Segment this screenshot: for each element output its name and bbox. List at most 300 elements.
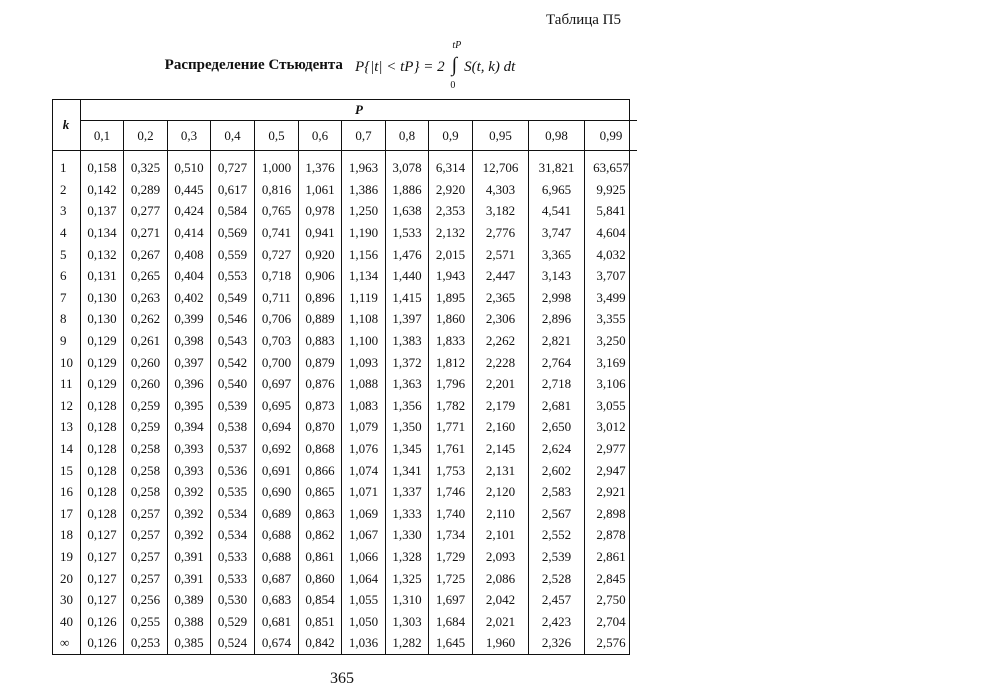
t-value-cell: 0,126 [81,632,124,654]
t-value-cell: 2,042 [473,589,529,611]
t-value-cell: 1,440 [386,265,429,287]
t-value-cell: 3,055 [585,395,638,417]
t-value-cell: 0,130 [81,287,124,309]
t-value-cell: 0,681 [255,610,299,632]
t-value-cell: 0,127 [81,546,124,568]
p-value-header: 0,5 [255,121,299,151]
t-value-cell: 0,391 [168,567,211,589]
t-value-cell: 0,539 [211,395,255,417]
t-value-cell: 3,355 [585,308,638,330]
k-value: 10 [52,351,81,373]
t-value-cell: 3,182 [473,200,529,222]
t-value-cell: 0,261 [124,330,168,352]
t-value-cell: 1,356 [386,395,429,417]
t-value-cell: 2,093 [473,546,529,568]
table-row [52,179,637,201]
t-value-cell: 1,055 [342,589,386,611]
t-value-cell: 0,399 [168,308,211,330]
t-value-cell: 2,160 [473,416,529,438]
t-value-cell: 0,132 [81,243,124,265]
t-value-cell: 0,130 [81,308,124,330]
t-value-cell: 2,228 [473,351,529,373]
k-value: 13 [52,416,81,438]
t-value-cell: 0,389 [168,589,211,611]
t-value-cell: 0,718 [255,265,299,287]
t-value-cell: 1,067 [342,524,386,546]
t-value-cell: 2,977 [585,438,638,460]
t-value-cell: 2,179 [473,395,529,417]
t-value-cell: 1,100 [342,330,386,352]
t-value-cell: 2,110 [473,503,529,525]
table-row [52,287,637,309]
t-value-cell: 0,127 [81,524,124,546]
t-value-cell: 0,537 [211,438,255,460]
t-value-cell: 0,535 [211,481,255,503]
t-value-cell: 0,691 [255,459,299,481]
t-value-cell: 1,350 [386,416,429,438]
t-value-cell: 0,265 [124,265,168,287]
table-row [52,416,637,438]
t-value-cell: 1,638 [386,200,429,222]
t-value-cell: 0,396 [168,373,211,395]
t-value-cell: 1,337 [386,481,429,503]
t-value-cell: 0,510 [168,151,211,179]
t-value-cell: 2,718 [529,373,585,395]
t-value-cell: 0,395 [168,395,211,417]
t-value-cell: 0,385 [168,632,211,654]
table-row [52,610,637,632]
t-value-cell: 3,365 [529,243,585,265]
t-value-cell: 0,128 [81,416,124,438]
t-value-cell: 0,876 [299,373,342,395]
t-value-cell: 2,326 [529,632,585,654]
k-value: 2 [52,179,81,201]
t-value-cell: 0,256 [124,589,168,611]
k-value: 8 [52,308,81,330]
t-value-cell: 0,394 [168,416,211,438]
t-value-cell: 2,132 [429,222,473,244]
t-value-cell: 3,707 [585,265,638,287]
t-value-cell: 1,725 [429,567,473,589]
t-value-cell: 2,921 [585,481,638,503]
t-value-cell: 0,392 [168,481,211,503]
table-row [52,373,637,395]
t-value-cell: 0,842 [299,632,342,654]
t-value-cell: 1,761 [429,438,473,460]
t-value-cell: 2,447 [473,265,529,287]
p-value-header: 0,1 [81,121,124,151]
t-value-cell: 0,127 [81,589,124,611]
t-value-cell: 2,750 [585,589,638,611]
t-value-cell: 0,158 [81,151,124,179]
t-value-cell: 31,821 [529,151,585,179]
t-value-cell: 1,071 [342,481,386,503]
t-value-cell: 0,816 [255,179,299,201]
t-value-cell: 0,865 [299,481,342,503]
p-header: P [81,99,638,121]
t-value-cell: 0,906 [299,265,342,287]
t-value-cell: 1,064 [342,567,386,589]
table-row [52,151,637,179]
table-row [52,524,637,546]
t-value-cell: 0,697 [255,373,299,395]
t-value-cell: 12,706 [473,151,529,179]
t-value-cell: 0,706 [255,308,299,330]
t-value-cell: 1,397 [386,308,429,330]
t-value-cell: 0,258 [124,481,168,503]
t-value-cell: 1,330 [386,524,429,546]
t-value-cell: 0,128 [81,481,124,503]
t-value-cell: 2,120 [473,481,529,503]
t-value-cell: 1,415 [386,287,429,309]
t-value-cell: 0,727 [211,151,255,179]
k-value: 6 [52,265,81,287]
t-value-cell: 0,259 [124,416,168,438]
table-row [52,265,637,287]
t-value-cell: 0,392 [168,524,211,546]
t-value-cell: 0,325 [124,151,168,179]
t-value-cell: 0,277 [124,200,168,222]
t-value-cell: 2,353 [429,200,473,222]
t-value-cell: 1,325 [386,567,429,589]
t-value-cell: 2,821 [529,330,585,352]
t-value-cell: 2,776 [473,222,529,244]
table-row [52,459,637,481]
t-value-cell: 2,306 [473,308,529,330]
t-value-cell: 1,697 [429,589,473,611]
k-value: 20 [52,567,81,589]
t-value-cell: 1,079 [342,416,386,438]
t-value-cell: 2,861 [585,546,638,568]
t-value-cell: 0,445 [168,179,211,201]
t-value-cell: 1,386 [342,179,386,201]
t-value-cell: 3,747 [529,222,585,244]
t-value-cell: 3,078 [386,151,429,179]
table-row [52,438,637,460]
integral-sign: ∫ tP 0 [450,40,462,91]
t-value-cell: 0,414 [168,222,211,244]
t-value-cell: 0,711 [255,287,299,309]
k-value: 4 [52,222,81,244]
t-value-cell: 1,190 [342,222,386,244]
t-value-cell: 0,727 [255,243,299,265]
t-value-cell: 1,050 [342,610,386,632]
t-value-cell: 0,741 [255,222,299,244]
t-value-cell: 0,404 [168,265,211,287]
t-value-cell: 0,879 [299,351,342,373]
t-value-cell: 0,257 [124,503,168,525]
p-values-row [52,121,637,151]
t-value-cell: 0,397 [168,351,211,373]
t-value-cell: 0,687 [255,567,299,589]
t-value-cell: 0,129 [81,351,124,373]
t-value-cell: 0,289 [124,179,168,201]
t-value-cell: 0,569 [211,222,255,244]
k-value: 19 [52,546,81,568]
t-value-cell: 0,896 [299,287,342,309]
t-value-cell: 1,069 [342,503,386,525]
t-value-cell: 0,553 [211,265,255,287]
k-value: ∞ [52,632,81,654]
t-value-cell: 2,764 [529,351,585,373]
caption-formula [354,40,516,91]
t-value-cell: 0,134 [81,222,124,244]
t-value-cell: 1,753 [429,459,473,481]
t-value-cell: 2,704 [585,610,638,632]
t-value-cell: 0,388 [168,610,211,632]
p-value-header: 0,95 [473,121,529,151]
t-value-cell: 0,424 [168,200,211,222]
t-value-cell: 0,584 [211,200,255,222]
p-value-header: 0,99 [585,121,638,151]
t-value-cell: 0,533 [211,546,255,568]
t-value-cell: 2,650 [529,416,585,438]
t-value-cell: 0,866 [299,459,342,481]
k-value: 18 [52,524,81,546]
t-value-cell: 1,886 [386,179,429,201]
t-value-cell: 1,061 [299,179,342,201]
t-value-cell: 1,134 [342,265,386,287]
t-value-cell: 1,036 [342,632,386,654]
t-value-cell: 0,543 [211,330,255,352]
t-value-cell: 1,860 [429,308,473,330]
table-row [52,567,637,589]
t-value-cell: 4,604 [585,222,638,244]
t-value-cell: 2,998 [529,287,585,309]
t-value-cell: 2,262 [473,330,529,352]
t-value-cell: 0,700 [255,351,299,373]
t-value-cell: 9,925 [585,179,638,201]
t-value-cell: 0,978 [299,200,342,222]
t-value-cell: 63,657 [585,151,638,179]
t-value-cell: 1,383 [386,330,429,352]
t-value-cell: 0,695 [255,395,299,417]
t-value-cell: 1,345 [386,438,429,460]
t-value-cell: 2,896 [529,308,585,330]
t-value-cell: 0,851 [299,610,342,632]
t-value-cell: 5,841 [585,200,638,222]
t-value-cell: 1,088 [342,373,386,395]
t-value-cell: 0,546 [211,308,255,330]
t-value-cell: 0,689 [255,503,299,525]
t-value-cell: 2,423 [529,610,585,632]
t-value-cell: 1,729 [429,546,473,568]
t-value-cell: 2,015 [429,243,473,265]
t-value-cell: 4,303 [473,179,529,201]
t-value-cell: 0,391 [168,546,211,568]
t-value-cell: 0,863 [299,503,342,525]
t-value-cell: 0,534 [211,524,255,546]
t-value-cell: 2,576 [585,632,638,654]
t-value-cell: 1,093 [342,351,386,373]
t-value-cell: 0,873 [299,395,342,417]
formula-rhs: S(t, k) dt [464,59,516,75]
t-value-cell: 0,617 [211,179,255,201]
t-value-cell: 0,538 [211,416,255,438]
t-value-cell: 0,393 [168,459,211,481]
p-value-header: 0,6 [299,121,342,151]
t-value-cell: 0,889 [299,308,342,330]
t-value-cell: 0,860 [299,567,342,589]
t-value-cell: 1,303 [386,610,429,632]
t-value-cell: 1,533 [386,222,429,244]
k-value: 16 [52,481,81,503]
table-caption [0,40,680,91]
t-value-cell: 2,457 [529,589,585,611]
t-value-cell: 1,328 [386,546,429,568]
t-value-cell: 0,127 [81,567,124,589]
t-value-cell: 0,694 [255,416,299,438]
table-row [52,546,637,568]
t-value-cell: 2,539 [529,546,585,568]
t-value-cell: 0,524 [211,632,255,654]
caption-title: Распределение Стьюдента [164,57,343,73]
t-value-cell: 1,108 [342,308,386,330]
t-value-cell: 1,282 [386,632,429,654]
t-value-cell: 0,262 [124,308,168,330]
k-value: 1 [52,151,81,179]
t-value-cell: 1,476 [386,243,429,265]
t-value-cell: 0,258 [124,438,168,460]
t-value-cell: 1,963 [342,151,386,179]
t-value-cell: 0,142 [81,179,124,201]
t-value-cell: 1,333 [386,503,429,525]
p-value-header: 0,98 [529,121,585,151]
t-value-cell: 2,131 [473,459,529,481]
t-value-cell: 0,253 [124,632,168,654]
table-row [52,243,637,265]
table-row [52,632,637,654]
t-value-cell: 1,684 [429,610,473,632]
k-value: 12 [52,395,81,417]
t-value-cell: 0,883 [299,330,342,352]
t-value-cell: 0,540 [211,373,255,395]
p-value-header: 0,9 [429,121,473,151]
k-value: 7 [52,287,81,309]
k-value: 11 [52,373,81,395]
t-value-cell: 0,392 [168,503,211,525]
t-value-cell: 1,734 [429,524,473,546]
t-value-cell: 1,796 [429,373,473,395]
t-value-cell: 0,533 [211,567,255,589]
t-value-cell: 2,552 [529,524,585,546]
t-value-cell: 1,895 [429,287,473,309]
k-value: 3 [52,200,81,222]
t-value-cell: 0,536 [211,459,255,481]
t-value-cell: 0,868 [299,438,342,460]
table-row [52,351,637,373]
t-value-cell: 0,703 [255,330,299,352]
t-value-cell: 0,129 [81,330,124,352]
t-value-cell: 0,128 [81,459,124,481]
k-value: 17 [52,503,81,525]
t-value-cell: 0,692 [255,438,299,460]
t-value-cell: 3,250 [585,330,638,352]
p-value-header: 0,4 [211,121,255,151]
t-value-cell: 1,645 [429,632,473,654]
t-value-cell: 2,086 [473,567,529,589]
t-value-cell: 3,012 [585,416,638,438]
k-value: 9 [52,330,81,352]
p-value-header: 0,3 [168,121,211,151]
t-value-cell: 1,156 [342,243,386,265]
k-value: 14 [52,438,81,460]
t-value-cell: 0,530 [211,589,255,611]
t-value-cell: 0,941 [299,222,342,244]
t-value-cell: 0,674 [255,632,299,654]
t-value-cell: 1,771 [429,416,473,438]
t-value-cell: 2,602 [529,459,585,481]
k-value: 5 [52,243,81,265]
t-value-cell: 0,267 [124,243,168,265]
t-value-cell: 0,870 [299,416,342,438]
integral-upper-limit: tP [452,40,462,51]
t-value-cell: 1,943 [429,265,473,287]
t-value-cell: 1,376 [299,151,342,179]
t-value-cell: 0,393 [168,438,211,460]
p-value-header: 0,2 [124,121,168,151]
t-value-cell: 0,862 [299,524,342,546]
t-value-cell: 0,263 [124,287,168,309]
t-value-cell: 3,106 [585,373,638,395]
t-value-cell: 2,101 [473,524,529,546]
table-row [52,222,637,244]
t-value-cell: 1,746 [429,481,473,503]
t-value-cell: 0,559 [211,243,255,265]
t-value-cell: 1,066 [342,546,386,568]
page-number: 365 [330,670,354,687]
t-value-cell: 0,542 [211,351,255,373]
t-value-cell: 2,681 [529,395,585,417]
t-value-cell: 6,314 [429,151,473,179]
t-value-cell: 0,128 [81,395,124,417]
table-row [52,200,637,222]
t-value-cell: 2,567 [529,503,585,525]
t-value-cell: 1,000 [255,151,299,179]
t-value-cell: 0,259 [124,395,168,417]
table-row [52,503,637,525]
t-value-cell: 0,260 [124,351,168,373]
t-value-cell: 0,690 [255,481,299,503]
t-value-cell: 0,137 [81,200,124,222]
t-value-cell: 0,257 [124,567,168,589]
t-value-cell: 0,920 [299,243,342,265]
t-value-cell: 6,965 [529,179,585,201]
t-value-cell: 2,845 [585,567,638,589]
t-value-cell: 0,271 [124,222,168,244]
t-value-cell: 0,126 [81,610,124,632]
p-value-header: 0,7 [342,121,386,151]
table-row [52,589,637,611]
t-value-cell: 0,861 [299,546,342,568]
t-value-cell: 0,683 [255,589,299,611]
k-value: 40 [52,610,81,632]
t-value-cell: 1,372 [386,351,429,373]
integral-lower-limit: 0 [450,80,456,91]
t-value-cell: 0,255 [124,610,168,632]
t-value-cell: 0,129 [81,373,124,395]
t-value-cell: 1,341 [386,459,429,481]
t-value-cell: 1,740 [429,503,473,525]
t-value-cell: 0,534 [211,503,255,525]
t-value-cell: 1,960 [473,632,529,654]
t-value-cell: 1,250 [342,200,386,222]
t-value-cell: 4,032 [585,243,638,265]
t-value-cell: 1,363 [386,373,429,395]
t-value-cell: 0,402 [168,287,211,309]
t-value-cell: 0,258 [124,459,168,481]
t-value-cell: 2,365 [473,287,529,309]
